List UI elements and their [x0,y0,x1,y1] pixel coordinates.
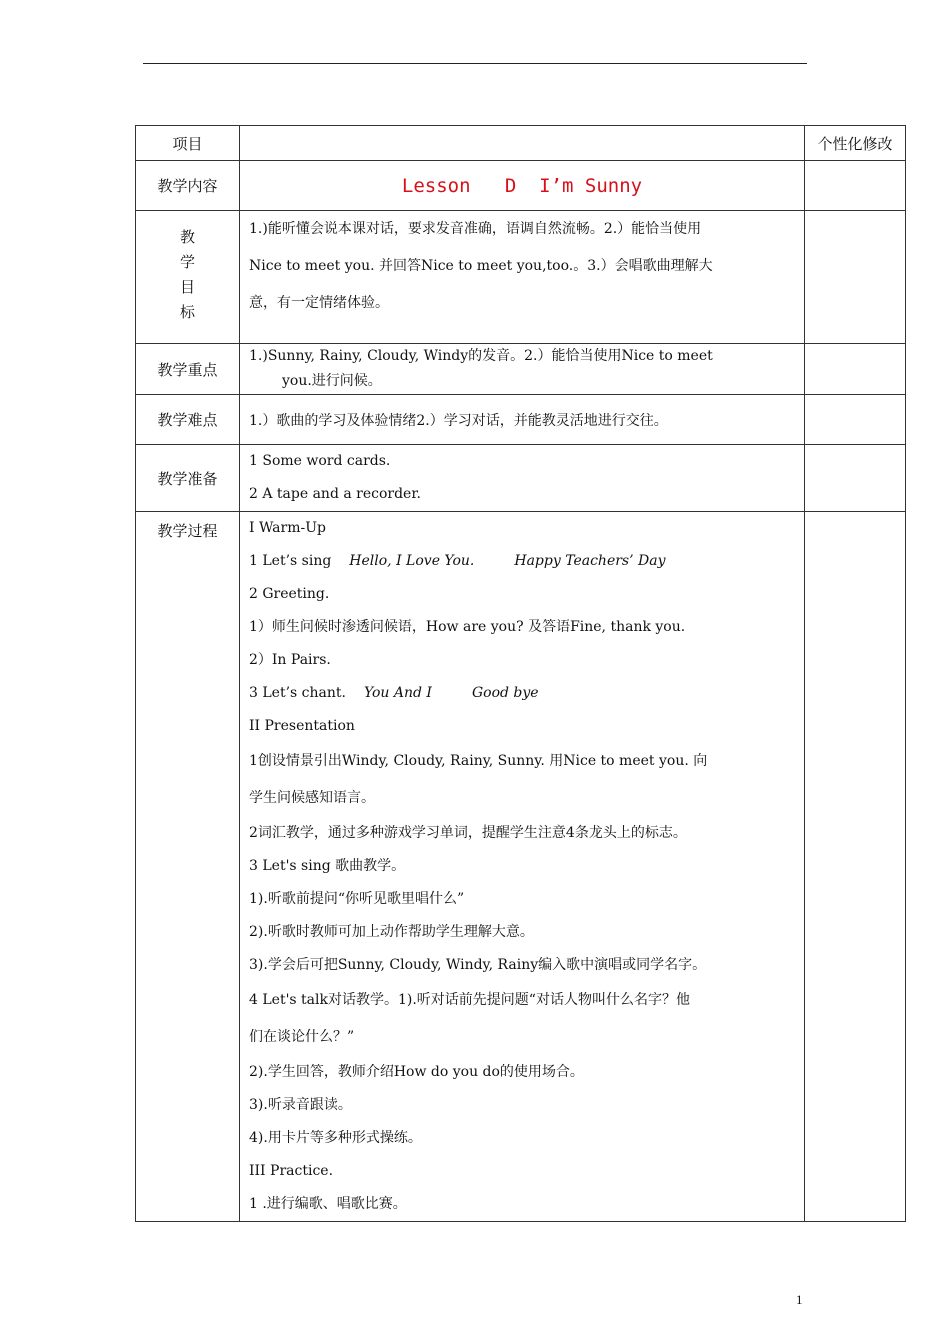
process-line: 2 Greeting. [249,586,330,602]
preparation-line: 1 Some word cards. [249,453,391,469]
lesson-title: Lesson D I’m Sunny [401,174,643,197]
chant-title: You And I [363,685,432,701]
song-title: Happy Teachers’ Day [514,553,666,569]
objectives-label-char: 标 [179,303,195,321]
process-line: 4 Let's talk对话教学。1).听对话前先提问题“对话人物叫什么名字？他 [249,992,690,1008]
process-line: 2).听歌时教师可加上动作帮助学生理解大意。 [249,924,534,940]
objectives-line: 意，有一定情绪体验。 [249,295,389,311]
chant-prefix: 3 Let’s chant. [249,685,346,701]
preparation-modify-cell [805,445,906,512]
process-line: II Presentation [249,718,355,734]
header-item-label: 项目 [136,126,240,161]
chant-title: Good bye [471,685,539,701]
objectives-label-char: 学 [179,253,195,271]
key-points-label: 教学重点 [136,344,240,395]
process-line [249,677,796,710]
difficulties-modify-cell [805,395,906,445]
process-modify-cell [805,512,906,1222]
process-line: 3).学会后可把Sunny, Cloudy, Windy, Rainy编入歌中演唱或同学名字。 [249,957,707,973]
objectives-label-char: 目 [179,278,195,296]
process-label: 教学过程 [136,512,240,1222]
content-label: 教学内容 [136,161,240,211]
lesson-title-cell [240,161,805,211]
process-line: 2）In Pairs. [249,652,331,668]
header-rule [143,63,807,64]
objectives-content [240,211,805,344]
objectives-modify-cell [805,211,906,344]
process-line: 1）师生问候时渗透问候语，How are you? 及答语Fine, thank you. [249,619,686,635]
page-number: 1 [796,1292,803,1307]
content-modify-cell [805,161,906,211]
header-blank-cell [240,126,805,161]
key-points-line: you.进行问候。 [282,373,382,389]
process-content [240,512,805,1222]
process-line: I Warm-Up [249,520,326,536]
song-title: Hello, I Love You. [349,553,475,569]
sing-prefix: 1 Let’s sing [249,553,332,569]
objectives-label-char: 教 [179,228,195,246]
process-line: 学生问候感知语言。 [249,790,375,806]
preparation-line: 2 A tape and a recorder. [249,486,421,502]
process-line: III Practice. [249,1163,334,1179]
preparation-content [240,445,805,512]
process-line: 2词汇教学，通过多种游戏学习单词，提醒学生注意4条龙头上的标志。 [249,825,687,841]
process-row [136,512,906,1222]
key-points-content [240,344,805,395]
objectives-label [136,211,240,344]
process-line: 4).用卡片等多种形式操练。 [249,1130,422,1146]
objectives-row [136,211,906,344]
difficulties-row [136,395,906,445]
process-line: 3 Let's sing 歌曲教学。 [249,858,406,874]
process-line: 3).听录音跟读。 [249,1097,352,1113]
process-line: 1).听歌前提问“你听见歌里唱什么” [249,891,465,907]
objectives-line: 1.)能听懂会说本课对话，要求发音准确，语调自然流畅。2.）能恰当使用 [249,221,702,237]
preparation-label: 教学准备 [136,445,240,512]
header-row [136,126,906,161]
content-row [136,161,906,211]
key-points-line: 1.)Sunny, Rainy, Cloudy, Windy的发音。2.）能恰当使用Nice to meet [249,348,713,364]
key-points-modify-cell [805,344,906,395]
process-line: 1 .进行编歌、唱歌比赛。 [249,1196,407,1212]
difficulties-text: 1.）歌曲的学习及体验情绪2.）学习对话，并能教灵活地进行交往。 [249,412,668,429]
process-line: 1创设情景引出Windy, Cloudy, Rainy, Sunny. 用Nice to meet you. 向 [249,753,708,769]
process-line: 2).学生回答，教师介绍How do you do的使用场合。 [249,1064,584,1080]
process-line [249,545,796,578]
process-line: 们在谈论什么？” [249,1029,355,1045]
objectives-line: Nice to meet you. 并回答Nice to meet you,too.。3.）会唱歌曲理解大 [249,258,713,274]
difficulties-content [240,395,805,445]
header-modify-label: 个性化修改 [805,126,906,161]
difficulties-label: 教学难点 [136,395,240,445]
preparation-row [136,445,906,512]
key-points-row [136,344,906,395]
lesson-plan-table [135,125,906,1222]
